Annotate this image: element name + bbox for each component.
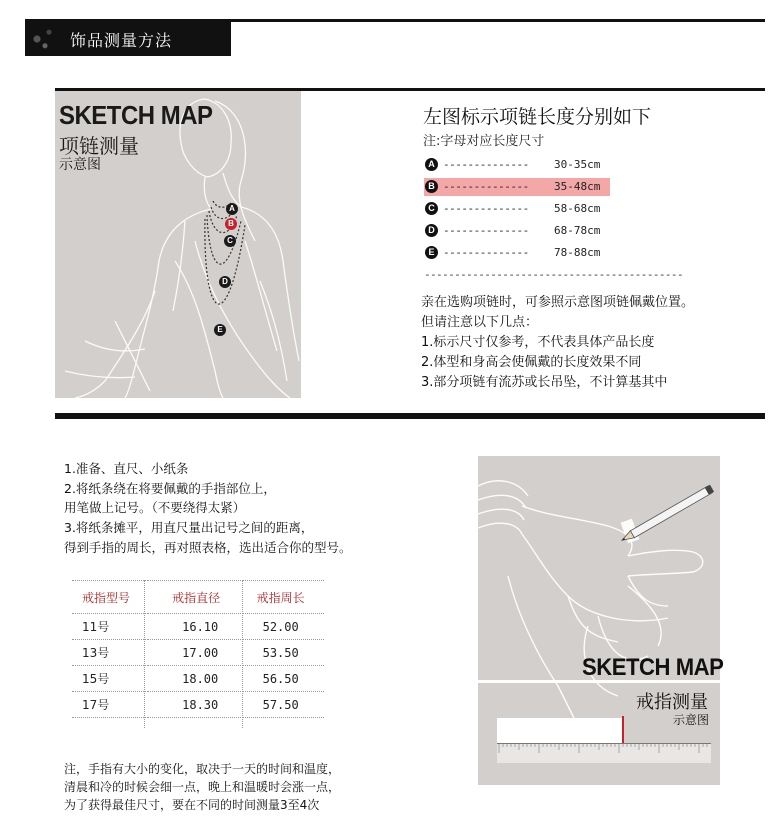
table-cell: 15号 [72, 666, 148, 692]
length-row [424, 156, 610, 174]
ring-size-table [72, 580, 324, 718]
footnote-line: 清晨和冷的时候会细一点，晚上和温暖时会涨一点， [64, 780, 341, 794]
column-header: 戒指直径 [148, 581, 242, 614]
necklace-sketch-title: SKETCH MAP [59, 100, 213, 130]
section-divider-bottom [55, 413, 765, 419]
table-cell: 18.00 [148, 666, 242, 692]
letter-d-icon: D [425, 224, 438, 237]
table-row [72, 640, 324, 666]
letter-c-icon: C [425, 202, 438, 215]
letter-a-icon: A [425, 158, 438, 171]
instruction-line: 用笔做上记号。（不要绕得太紧） [64, 500, 246, 515]
instruction-line: 1.准备、直尺、小纸条 [64, 461, 189, 476]
table-cell: 52.00 [243, 614, 324, 640]
bead-a: A [226, 203, 238, 215]
table-row [72, 692, 324, 718]
length-row [424, 244, 610, 262]
length-dashes: -------------- [443, 224, 529, 237]
bead-b: B [225, 218, 237, 230]
ruler-ticks [497, 744, 711, 764]
instruction-line: 2.将纸条绕在将要佩戴的手指部位上， [64, 481, 276, 496]
note-line: 1.标示尺寸仅参考，不代表具体产品长度 [421, 335, 655, 350]
instruction-line: 得到手指的周长，再对照表格，选出适合你的型号。 [64, 540, 352, 555]
instruction-line: 3.将纸条摊平，用直尺量出记号之间的距离， [64, 520, 314, 535]
length-dashes: -------------- [443, 202, 529, 215]
table-cell: 57.50 [243, 692, 324, 718]
paper-strip [497, 718, 624, 743]
table-cell: 18.30 [148, 692, 242, 718]
necklace-sketch-subtitle: 项链测量 [59, 134, 139, 158]
table-row [72, 614, 324, 640]
footnote-line: 注，手指有大小的变化，取决于一天的时间和温度， [64, 762, 341, 776]
length-value: 30-35cm [554, 158, 601, 171]
length-row-highlighted [424, 178, 610, 196]
page-title: 饰品测量方法 [70, 31, 173, 50]
letter-b-icon: B [425, 180, 438, 193]
length-value: 35-48cm [554, 180, 601, 193]
table-header-row [72, 581, 324, 614]
ruler [497, 743, 711, 763]
table-cell: 11号 [72, 614, 148, 640]
length-value: 68-78cm [554, 224, 601, 237]
measurement-mark [622, 716, 624, 743]
table-column-divider [144, 580, 145, 728]
length-dashes: -------------- [443, 180, 529, 193]
column-header: 戒指型号 [72, 581, 148, 614]
note-line: 2.体型和身高会使佩戴的长度效果不同 [421, 355, 642, 370]
table-cell: 56.50 [243, 666, 324, 692]
note-line: 3.部分项链有流苏或长吊坠，不计算基其中 [421, 375, 668, 390]
necklace-sketch-caption: 示意图 [59, 157, 101, 173]
bead-e: E [214, 324, 226, 336]
column-header: 戒指周长 [243, 581, 324, 614]
note-line: 但请注意以下几点： [421, 315, 539, 330]
length-dashes: -------------- [443, 158, 529, 171]
length-row [424, 222, 610, 240]
bead-d: D [219, 276, 231, 288]
letter-e-icon: E [425, 246, 438, 259]
necklace-heading: 左图标示项链长度分别如下 [423, 106, 652, 128]
necklace-note: 注:字母对应长度尺寸 [423, 134, 545, 149]
length-row [424, 200, 610, 218]
table-cell: 17号 [72, 692, 148, 718]
footnote-line: 为了获得最佳尺寸，要在不同的时间测量3至4次 [64, 798, 320, 812]
bead-c: C [224, 235, 236, 247]
table-column-divider [242, 580, 243, 728]
table-cell: 53.50 [243, 640, 324, 666]
dashed-separator: ------------------------------------------- [424, 268, 683, 281]
table-row [72, 666, 324, 692]
table-cell: 16.10 [148, 614, 242, 640]
length-value: 58-68cm [554, 202, 601, 215]
length-dashes: -------------- [443, 246, 529, 259]
table-cell: 17.00 [148, 640, 242, 666]
table-cell: 13号 [72, 640, 148, 666]
ring-sketch-title: SKETCH MAP [582, 654, 724, 681]
header-ink-decoration [25, 22, 65, 56]
note-line: 亲在选购项链时，可参照示意图项链佩戴位置。 [421, 295, 695, 310]
ring-sketch-subtitle: 戒指测量 [636, 692, 708, 713]
length-value: 78-88cm [554, 246, 601, 259]
ring-sketch-caption: 示意图 [673, 713, 710, 727]
